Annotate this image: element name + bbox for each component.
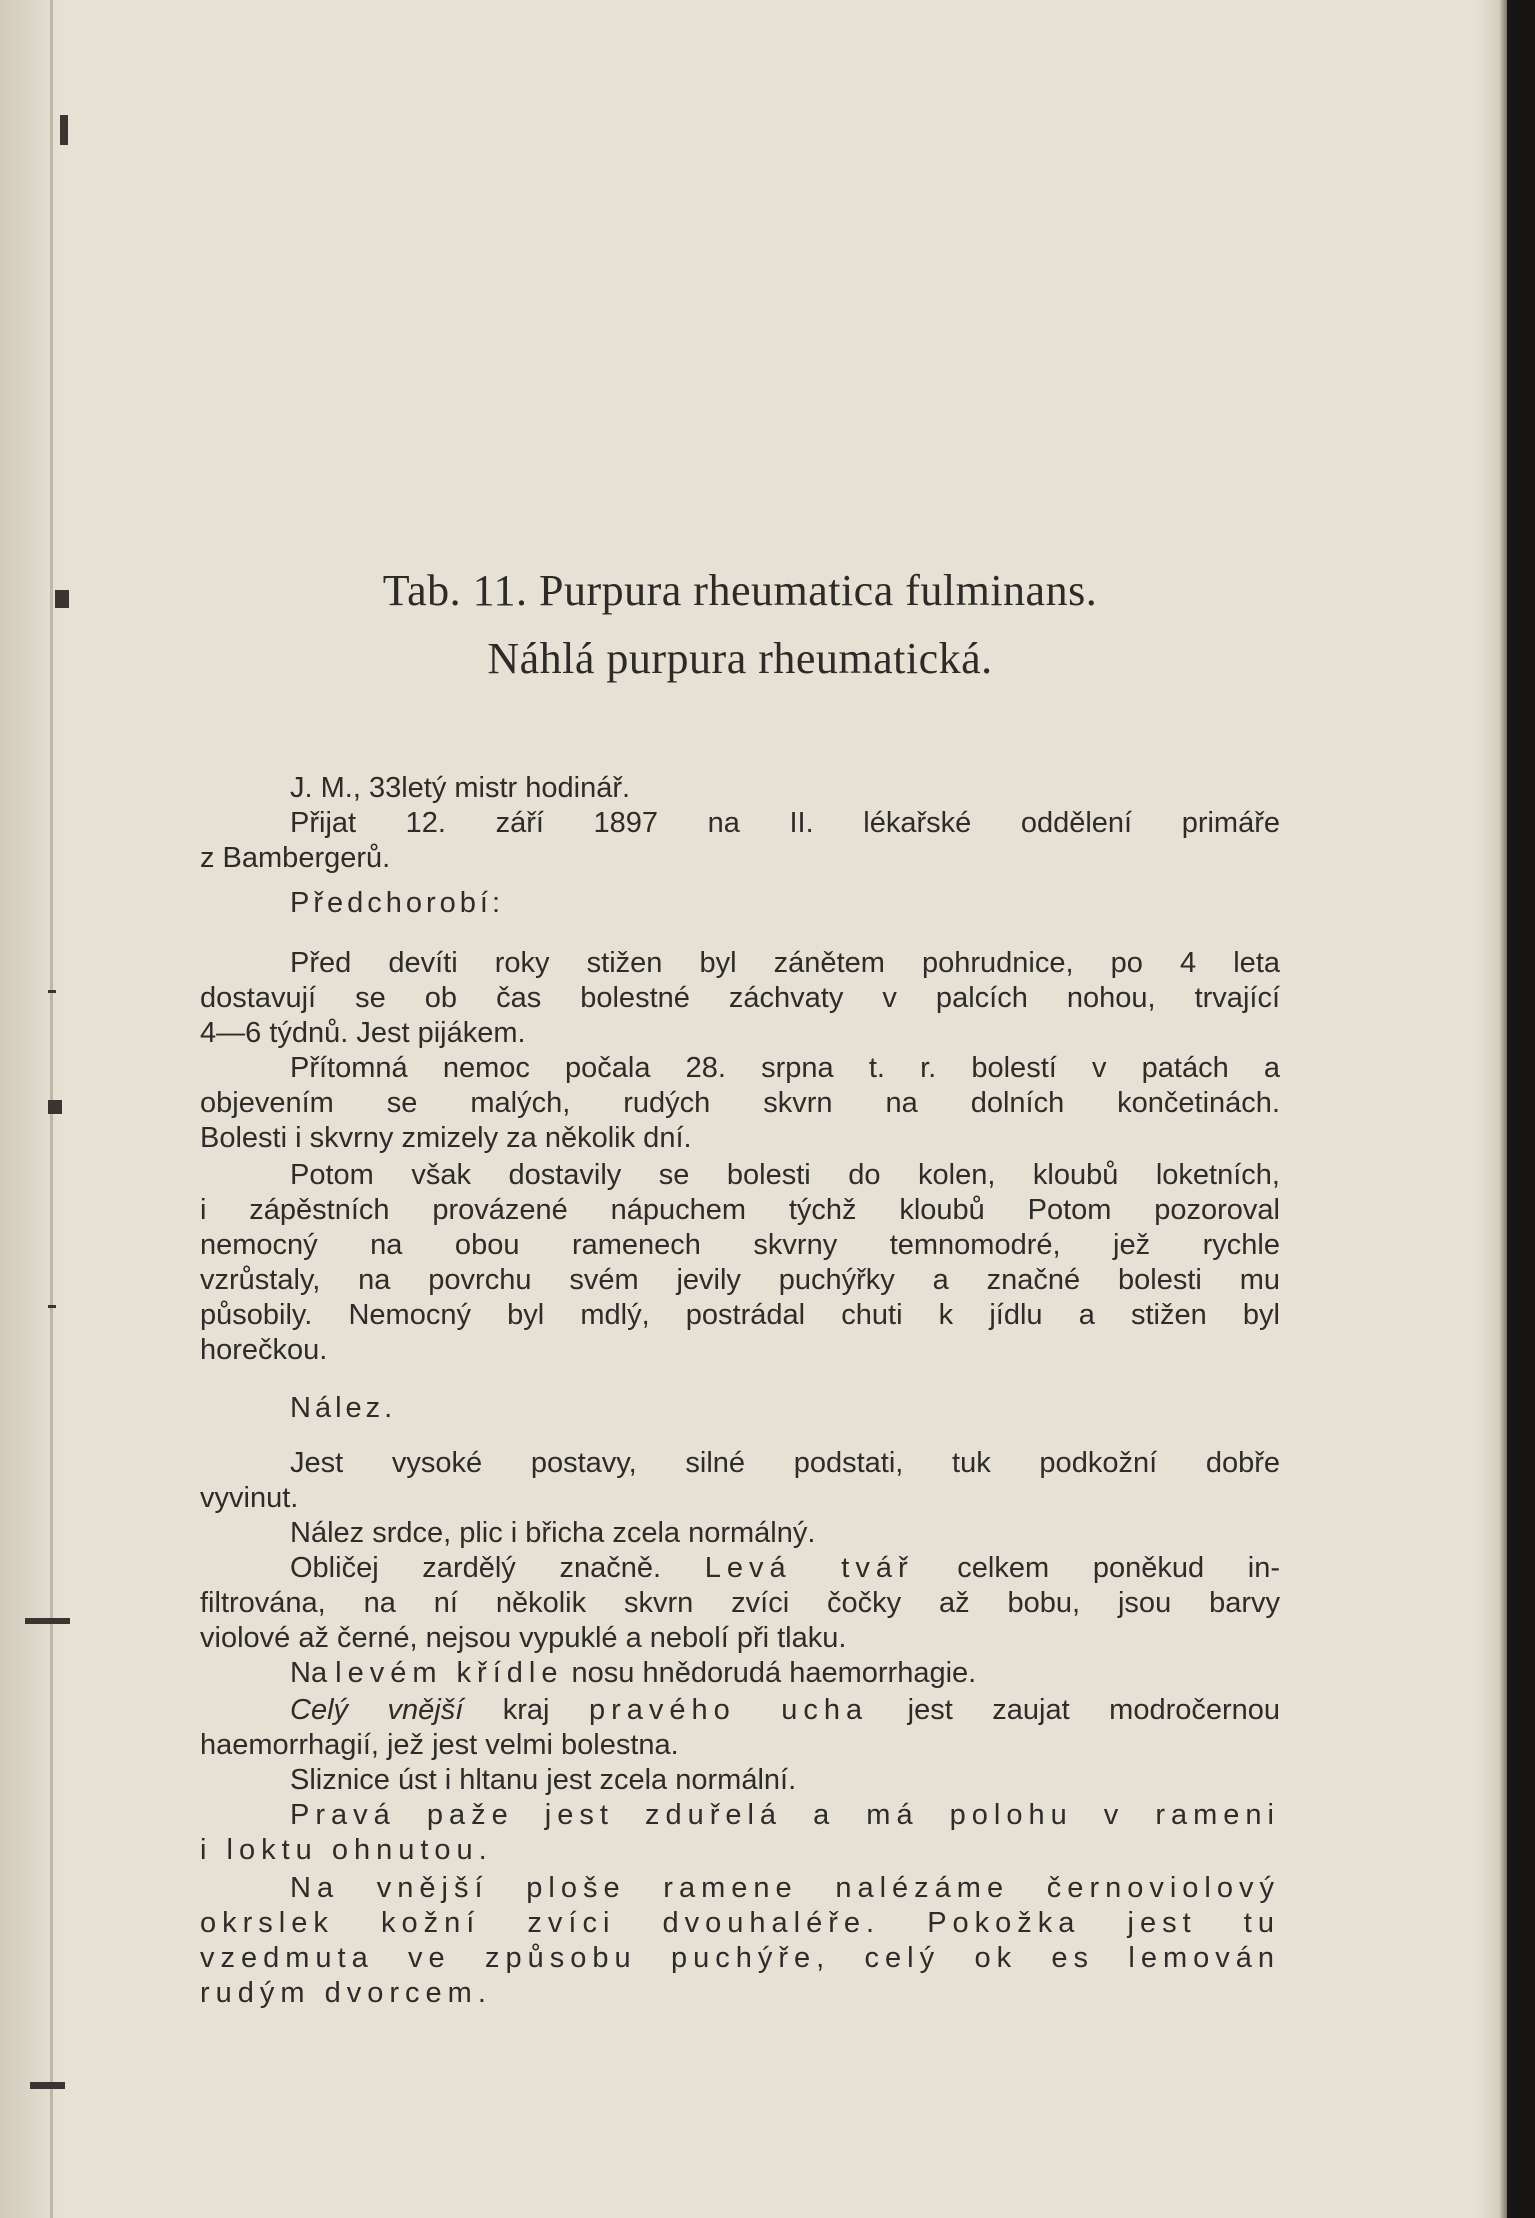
paragraph-line: horečkou. [200, 1334, 328, 1366]
paragraph-line: 4—6 týdnů. Jest pijákem. [200, 1017, 526, 1049]
patient-line: z Bambergerů. [200, 842, 391, 874]
paragraph-line: filtrována, na ní několik skvrn zvíci čočky až bobu, jsou barvy [200, 1587, 1280, 1619]
paragraph-line: haemorrhagií, jež jest velmi bolestna. [200, 1729, 679, 1761]
spaced-emphasis: pravého ucha [589, 1694, 869, 1726]
margin-mark [30, 2082, 65, 2089]
paragraph-line: i zápěstních provázené nápuchem týchž kloubů Potom pozoroval [200, 1194, 1280, 1226]
paragraph-line: Jest vysoké postavy, silné podstati, tuk podkožní dobře [290, 1447, 1280, 1479]
paragraph-line: působily. Nemocný byl mdlý, postrádal chuti k jídlu a stižen byl [200, 1299, 1280, 1331]
section-heading-anamnesis: Předchorobí: [290, 887, 505, 919]
paragraph-line: nemocný na obou ramenech skvrny temnomodré, jež rychle [200, 1229, 1280, 1261]
section-heading-findings: Nález. [290, 1392, 397, 1424]
text-span: Na [290, 1657, 328, 1689]
text-span: nosu hnědorudá haemorrhagie. [571, 1657, 977, 1689]
paragraph-line: vzrůstaly, na povrchu svém jevily puchýřky a značné bolesti mu [200, 1264, 1280, 1296]
text-span: kraj [502, 1694, 550, 1726]
paragraph-line: Bolesti i skvrny zmizely za několik dní. [200, 1122, 692, 1154]
plate-subtitle: Náhlá purpura rheumatická. [487, 634, 993, 683]
italic-emphasis: Celý vnější [290, 1694, 464, 1726]
plate-title: Tab. 11. Purpura rheumatica fulminans. [382, 566, 1098, 615]
margin-mark [48, 990, 56, 993]
paragraph-line: violové až černé, nejsou vypuklé a nebolí při tlaku. [200, 1622, 847, 1654]
text-span: Obličej zardělý značně. [290, 1552, 662, 1584]
paragraph-line: i loktu ohnutou. [200, 1834, 493, 1866]
paragraph-line [290, 1692, 1280, 1728]
page-edge-shadow [1499, 0, 1507, 2218]
text-span: celkem poněkud in- [957, 1552, 1280, 1584]
patient-line: Přijat 12. září 1897 na II. lékařské oddělení primáře [290, 807, 1280, 839]
patient-line: J. M., 33letý mistr hodinář. [290, 772, 631, 804]
paragraph-line: Nález srdce, plic i břicha zcela normálný. [290, 1517, 816, 1549]
paragraph-line [290, 1655, 976, 1691]
spaced-emphasis: Levá tvář [704, 1552, 914, 1584]
margin-mark [60, 115, 68, 145]
margin-mark [25, 1618, 70, 1624]
paragraph-line: okrslek kožní zvíci dvouhaléře. Pokožka jest tu [200, 1907, 1280, 1939]
spaced-emphasis: levém křídle [335, 1657, 564, 1689]
paragraph-line: dostavují se ob čas bolestné záchvaty v palcích nohou, trvající [200, 982, 1280, 1014]
paragraph-line: Sliznice úst i hltanu jest zcela normální. [290, 1764, 797, 1796]
margin-mark [48, 1305, 56, 1308]
paragraph-line: Na vnější ploše ramene nalézáme černoviolový [290, 1872, 1280, 1904]
paragraph-line: objevením se malých, rudých skvrn na dolních končetinách. [200, 1087, 1280, 1119]
paragraph-line: Před devíti roky stižen byl zánětem pohrudnice, po 4 leta [290, 947, 1280, 979]
paragraph-line [290, 1550, 1280, 1586]
paragraph-line: rudým dvorcem. [200, 1977, 492, 2009]
paragraph-line: Potom však dostavily se bolesti do kolen, kloubů loketních, [290, 1159, 1280, 1191]
text-span: jest zaujat modročernou [907, 1694, 1281, 1726]
paragraph-line: Přítomná nemoc počala 28. srpna t. r. bolestí v patách a [290, 1052, 1280, 1084]
paragraph-line: Pravá paže jest zduřelá a má polohu v rameni [290, 1799, 1280, 1831]
margin-mark [55, 590, 69, 608]
margin-mark [48, 1100, 62, 1114]
paragraph-line: vyvinut. [200, 1482, 299, 1514]
paragraph-line: vzedmuta ve způsobu puchýře, celý ok es lemován [200, 1942, 1280, 1974]
